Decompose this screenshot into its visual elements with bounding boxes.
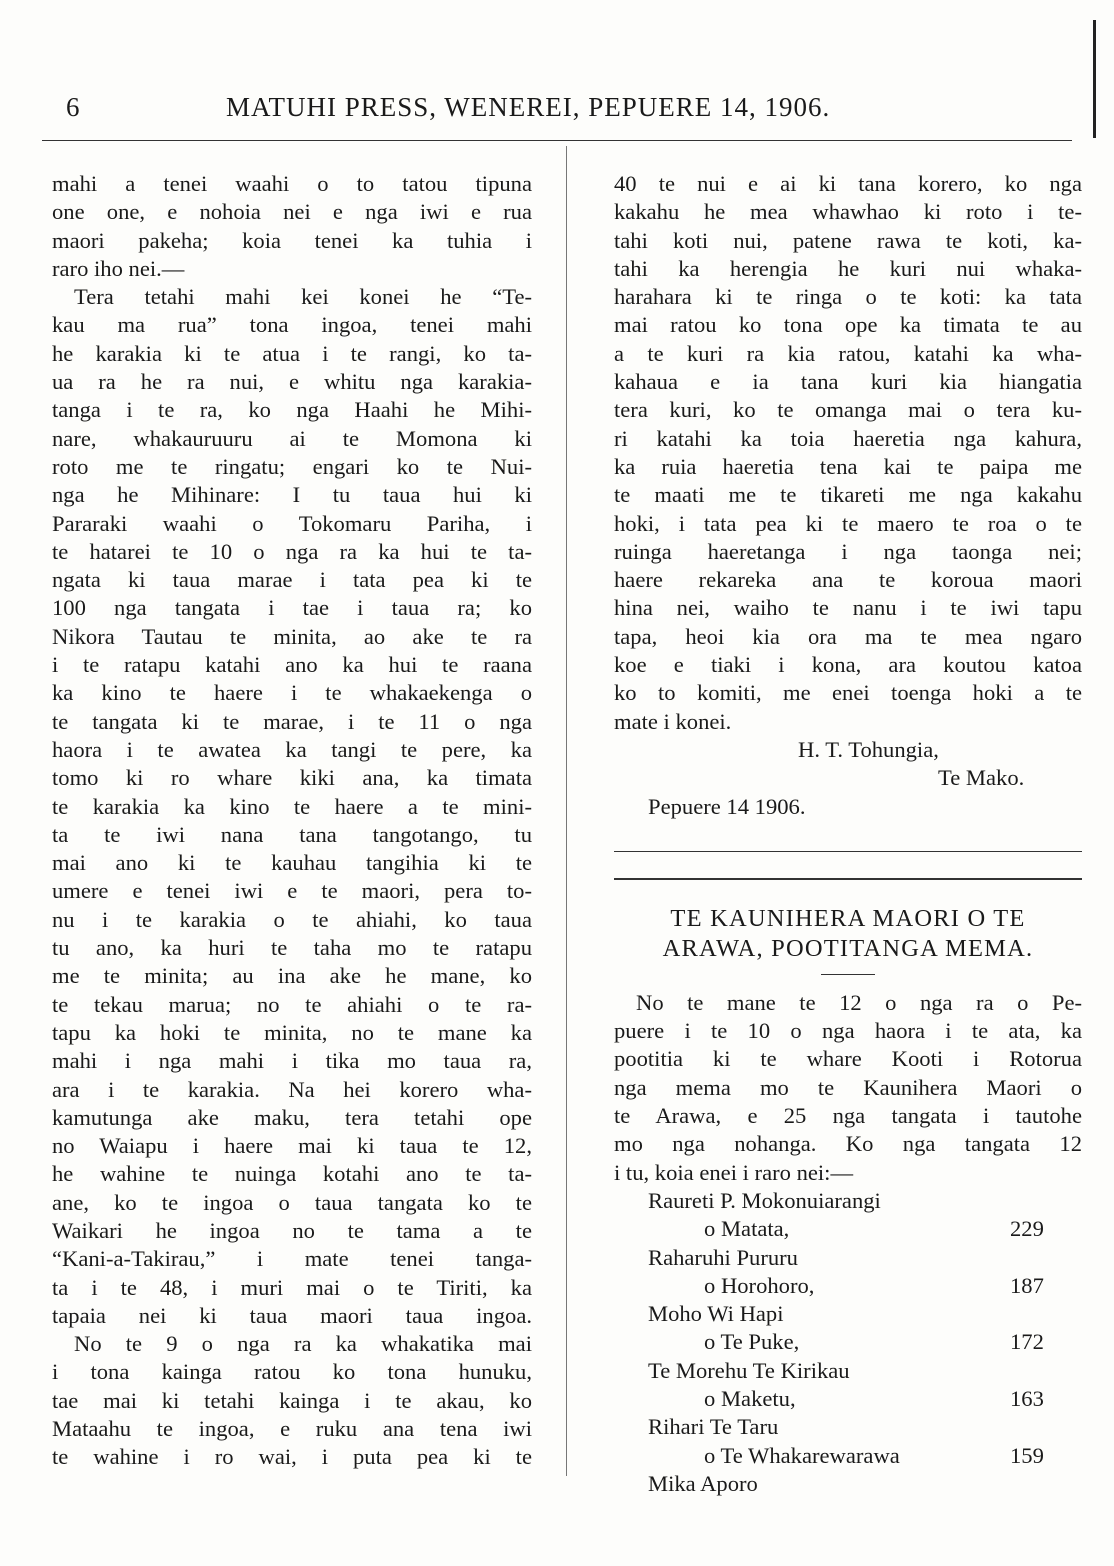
- candidate-name: Raharuhi Pururu: [648, 1244, 798, 1270]
- text-line: kahaua e ia tana kuri kia hiangatia: [614, 369, 1082, 395]
- text-line: te Arawa, e 25 nga tangata i tautohe: [614, 1103, 1082, 1129]
- page-number: 6: [66, 92, 81, 122]
- text-line: tanga i te ra, ko nga Haahi he Mihi-: [52, 397, 532, 423]
- text-line: “Kani-a-Takirau,” i mate tenei tanga-: [52, 1246, 532, 1272]
- text-line: tahi ka herengia he kuri nui whaka-: [614, 255, 1082, 281]
- signature-place: Te Mako.: [938, 765, 1025, 791]
- text-line: ane, ko te ingoa o taua tangata ko te: [52, 1189, 532, 1215]
- text-line: me te minita; au ina ake he mane, ko: [52, 963, 532, 989]
- text-line: No te mane te 12 o nga ra o Pe-: [636, 989, 1082, 1015]
- text-line: i te ratapu katahi ano ka hui te raana: [52, 652, 532, 678]
- text-line: ara i te karakia. Na hei korero wha-: [52, 1076, 532, 1102]
- text-line: hoki, i tata pea ki te maero te roa o te: [614, 510, 1082, 536]
- section-title-line1: TE KAUNIHERA MAORI O TE: [670, 904, 1026, 932]
- text-line: i tu, koia enei i raro nei:—: [614, 1159, 854, 1185]
- text-line: tu ano, ka huri te taha mo te ratapu: [52, 935, 532, 961]
- candidate-place: o Maketu,: [704, 1385, 796, 1411]
- text-line: ri katahi ka toia haeretia nga kahura,: [614, 425, 1082, 451]
- text-line: kau ma rua” tona ingoa, tenei mahi: [52, 312, 532, 338]
- text-line: tera kuri, ko te omanga mai o tera ku-: [614, 397, 1082, 423]
- candidate-name: Te Morehu Te Kirikau: [648, 1357, 850, 1383]
- candidate-list: [614, 1187, 1082, 1498]
- left-column: [52, 170, 532, 1472]
- text-line: te tekau marua; no te ahiahi o te ra-: [52, 991, 532, 1017]
- text-line: 40 te nui e ai ki tana korero, ko nga: [614, 171, 1082, 196]
- text-line: ua ra he ra nui, e whitu nga karakia-: [52, 369, 532, 395]
- candidate-place-row: [614, 1385, 1082, 1413]
- candidate-votes: 172: [1010, 1329, 1044, 1355]
- text-line: mo nga nohanga. Ko nga tangata 12: [614, 1131, 1082, 1157]
- text-line: kakahu he mea whawhao ki roto i te-: [614, 199, 1082, 225]
- text-line: mahi a tenei waahi o to tatou tipuna: [52, 171, 532, 196]
- text-line: haere rekareka ana te koroua maori: [614, 567, 1082, 593]
- text-line: no Waiapu i haere mai ki taua te 12,: [52, 1133, 532, 1159]
- text-line: te maati me te tikareti me nga kakahu: [614, 482, 1082, 508]
- candidate-votes: 163: [1010, 1385, 1044, 1411]
- text-line: he karakia ki te atua i te rangi, ko ta-: [52, 340, 532, 366]
- page-header: [66, 92, 1056, 126]
- text-line: ka kino te haere i te whakaekenga o: [52, 680, 532, 706]
- text-line: te wahine i ro wai, i puta pea ki te: [52, 1444, 532, 1470]
- section-title-line2: ARAWA, POOTITANGA MEMA.: [662, 934, 1034, 962]
- section-intro: [614, 989, 1082, 1187]
- text-line: nu i te karakia o te ahiahi, ko taua: [52, 906, 532, 932]
- text-line: No te 9 o nga ra ka whakatika mai: [74, 1331, 532, 1357]
- text-line: te tangata ki te marae, i te 11 o nga: [52, 708, 532, 734]
- text-line: hina nei, waiho te nanu i te iwi tapu: [614, 595, 1082, 621]
- text-line: harahara ki te ringa o te koti: ka tata: [614, 284, 1082, 310]
- text-line: he wahine te nuinga kotahi ano te ta-: [52, 1161, 532, 1187]
- text-line: a te kuri ra kia ratou, katahi ka wha-: [614, 340, 1082, 366]
- text-line: tapaia nei ki taua maori taua ingoa.: [52, 1302, 532, 1328]
- header-rule: [42, 140, 1072, 141]
- candidate-votes: 229: [1010, 1216, 1044, 1242]
- text-line: umere e tenei iwi e te maori, pera to-: [52, 878, 532, 904]
- signature-name: H. T. Tohungia,: [798, 736, 939, 762]
- text-line: te hatarei te 10 o nga ra ka hui te ta-: [52, 538, 532, 564]
- candidate-place-row: [614, 1215, 1082, 1243]
- column-divider: [566, 146, 567, 1476]
- text-line: kamutunga ake maku, tera tetahi ope: [52, 1104, 532, 1130]
- section-rule: [614, 878, 1082, 880]
- right-paragraph: [614, 170, 1082, 736]
- text-line: nga he Mihinare: I tu taua hui ki: [52, 482, 532, 508]
- text-line: one one, e nohoia nei e nga iwi e rua: [52, 199, 532, 225]
- text-line: Waikari he ingoa no te tama a te: [52, 1217, 532, 1243]
- text-line: tahi koti nui, patene rawa te koti, ka-: [614, 227, 1082, 253]
- candidate-votes: 187: [1010, 1272, 1044, 1298]
- right-column: [614, 170, 1082, 1498]
- candidate-votes: 159: [1010, 1442, 1044, 1468]
- text-line: tae mai ki tetahi kainga i te akau, ko: [52, 1387, 532, 1413]
- section-title: [614, 904, 1082, 964]
- text-line: mai ano ki te kauhau tangihia ki te: [52, 850, 532, 876]
- text-line: puere i te 10 o nga haora i te ata, ka: [614, 1018, 1082, 1044]
- candidate-place: o Matata,: [704, 1216, 790, 1242]
- candidate-name: Mika Aporo: [648, 1470, 758, 1496]
- signature-date: Pepuere 14 1906.: [648, 793, 806, 819]
- title-short-rule: [821, 974, 875, 975]
- text-line: mate i konei.: [614, 708, 732, 734]
- page-edge-bar: [1093, 20, 1096, 138]
- text-line: tomo ki ro whare kiki ana, ka timata: [52, 765, 532, 791]
- candidate-name: Rihari Te Taru: [648, 1414, 779, 1440]
- text-line: ka ruia haeretia tena kai te paipa me: [614, 453, 1082, 479]
- text-line: raro iho nei.—: [52, 255, 185, 281]
- text-line: tapu ka hoki te minita, no te mane ka: [52, 1019, 532, 1045]
- text-line: 100 nga tangata i tae i taua ra; ko: [52, 595, 532, 621]
- text-line: mahi i nga mahi i tika mo taua ra,: [52, 1048, 532, 1074]
- candidate-place-row: [614, 1272, 1082, 1300]
- text-line: haora i te awatea ka tangi te pere, ka: [52, 736, 532, 762]
- text-line: ko to komiti, me enei toenga hoki a te: [614, 680, 1082, 706]
- text-line: roto me te ringatu; engari ko te Nui-: [52, 453, 532, 479]
- candidate-place: o Te Puke,: [704, 1329, 800, 1355]
- text-line: maori pakeha; koia tenei ka tuhia i: [52, 227, 532, 253]
- candidate-name: Raureti P. Mokonuiarangi: [648, 1187, 881, 1213]
- text-line: ta i te 48, i muri mai o te Tiriti, ka: [52, 1274, 532, 1300]
- text-line: tapa, heoi kia ora ma te mea ngaro: [614, 623, 1082, 649]
- candidate-place: o Horohoro,: [704, 1272, 815, 1298]
- text-line: nare, whakauruuru ai te Momona ki: [52, 425, 532, 451]
- text-line: i tona kainga ratou ko tona hunuku,: [52, 1359, 532, 1385]
- text-line: ta te iwi nana tana tangotango, tu: [52, 821, 532, 847]
- masthead: MATUHI PRESS, WENEREI, PEPUERE 14, 1906.: [226, 92, 831, 122]
- text-line: ngata ki taua marae i tata pea ki te: [52, 567, 532, 593]
- text-line: te karakia ka kino te haere a te mini-: [52, 793, 532, 819]
- text-line: koe e tiaki i kona, ara koutou katoa: [614, 652, 1082, 678]
- candidate-place-row: [614, 1328, 1082, 1356]
- text-line: Nikora Tautau te minita, ao ake te ra: [52, 623, 532, 649]
- article-end-rule: [614, 851, 1082, 852]
- text-line: Tera tetahi mahi kei konei he “Te-: [74, 284, 532, 310]
- candidate-place: o Te Whakarewarawa: [704, 1442, 900, 1468]
- text-line: nga mema mo te Kaunihera Maori o: [614, 1074, 1082, 1100]
- candidate-place-row: [614, 1442, 1082, 1470]
- text-line: Mataahu te ingoa, e ruku ana tena iwi: [52, 1416, 532, 1442]
- text-line: pootitia ki te whare Kooti i Rotorua: [614, 1046, 1082, 1072]
- candidate-name: Moho Wi Hapi: [648, 1301, 784, 1327]
- text-line: mai ratou ko tona ope ka timata te au: [614, 312, 1082, 338]
- text-line: ruinga haeretanga i nga taonga nei;: [614, 538, 1082, 564]
- text-line: Pararaki waahi o Tokomaru Pariha, i: [52, 510, 532, 536]
